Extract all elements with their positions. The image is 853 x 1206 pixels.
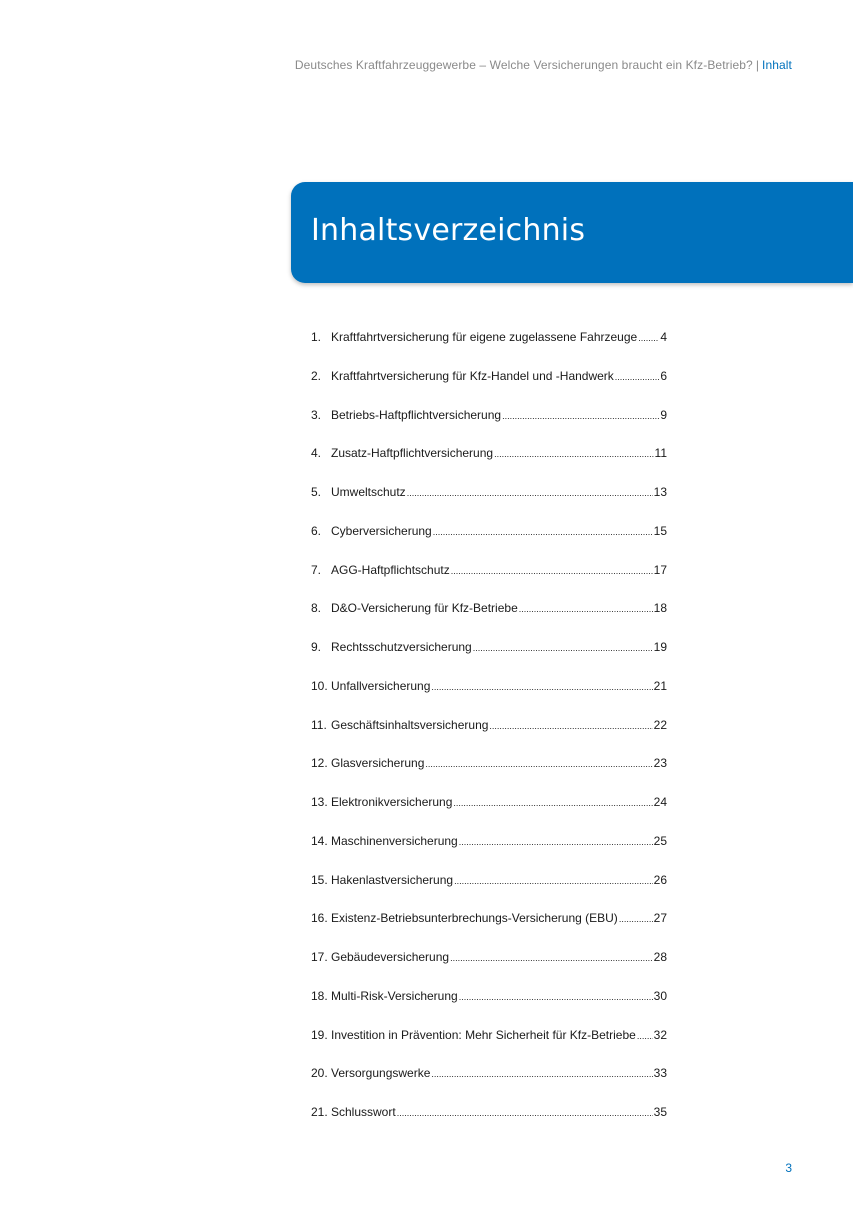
toc-dot-leader (473, 638, 653, 657)
document-title: Deutsches Kraftfahrzeuggewerbe – Welche Versicherungen braucht ein Kfz-Betrieb? (294, 58, 753, 72)
toc-entry-label: Maschinenversicherung (331, 833, 458, 848)
toc-entry[interactable] (311, 522, 667, 561)
toc-dot-leader (433, 522, 653, 541)
table-of-contents (311, 328, 667, 1142)
toc-entry[interactable] (311, 909, 667, 948)
toc-dot-leader (502, 406, 659, 425)
toc-dot-leader (637, 1026, 653, 1045)
toc-dot-leader (451, 561, 653, 580)
toc-entry-number: 1. (311, 330, 322, 344)
toc-entry[interactable] (311, 599, 667, 638)
toc-dot-leader (519, 599, 653, 618)
toc-entry-page: 33 (653, 1066, 667, 1081)
toc-dot-leader (453, 793, 652, 812)
toc-entry-label: Betriebs-Haftpflichtversicherung (331, 407, 502, 422)
toc-entry-label: Cyberversicherung (331, 523, 432, 538)
toc-entry-page: 6 (660, 368, 667, 383)
toc-entry-page: 25 (653, 833, 667, 848)
toc-entry-label: Rechtsschutzversicherung (331, 640, 472, 654)
toc-entry-page: 9 (660, 407, 667, 422)
toc-entry-label: Schlusswort (331, 1105, 396, 1119)
page-number: 3 (785, 1161, 792, 1175)
toc-entry-page: 27 (653, 911, 667, 926)
toc-entry-page: 19 (653, 640, 667, 654)
toc-entry-number: 5. (311, 485, 322, 499)
running-header (295, 58, 792, 72)
toc-entry-label: Hakenlastversicherung (331, 872, 454, 887)
toc-entry-number: 7. (311, 562, 322, 577)
toc-entry-label: Multi-Risk-Versicherung (331, 988, 458, 1003)
toc-entry-label: Glasversicherung (331, 756, 425, 771)
toc-entry-page: 15 (653, 523, 667, 538)
toc-entry-page: 26 (653, 872, 667, 887)
toc-entry-label: Gebäudeversicherung (331, 950, 450, 964)
toc-entry-label: AGG-Haftpflichtschutz (331, 562, 450, 577)
toc-entry-label: Versorgungswerke (331, 1066, 431, 1081)
page-title: Inhaltsverzeichnis (311, 213, 586, 248)
toc-entry[interactable] (311, 948, 667, 987)
toc-entry-number: 11. (311, 717, 327, 732)
toc-entry[interactable] (311, 483, 667, 522)
toc-entry-number: 14. (311, 833, 328, 848)
toc-entry[interactable] (311, 1026, 667, 1065)
toc-entry[interactable] (311, 638, 667, 677)
toc-dot-leader (459, 832, 653, 851)
toc-dot-leader (619, 909, 653, 928)
toc-dot-leader (431, 677, 652, 696)
toc-entry-page: 28 (653, 950, 667, 964)
toc-entry-page: 22 (653, 717, 667, 732)
toc-entry-number: 13. (311, 795, 328, 809)
toc-entry-number: 21. (311, 1105, 328, 1119)
toc-entry-page: 13 (653, 485, 667, 499)
toc-entry-number: 16. (311, 911, 328, 926)
toc-entry-label: Umweltschutz (331, 485, 406, 499)
toc-entry[interactable] (311, 677, 667, 716)
toc-entry-page: 30 (653, 988, 667, 1003)
toc-entry-number: 10. (311, 678, 328, 693)
header-separator: | (755, 58, 760, 72)
toc-entry-number: 8. (311, 601, 322, 616)
toc-entry-page: 23 (653, 756, 667, 771)
toc-entry-number: 4. (311, 446, 322, 461)
section-name: Inhalt (762, 58, 792, 72)
title-banner (291, 182, 853, 283)
toc-dot-leader (638, 328, 659, 347)
toc-dot-leader (397, 1103, 653, 1122)
toc-entry-number: 20. (311, 1066, 328, 1081)
toc-entry-label: Investition in Prävention: Mehr Sicherheit für Kfz-Betriebe (331, 1027, 636, 1042)
toc-entry[interactable] (311, 871, 667, 910)
toc-entry[interactable] (311, 1064, 667, 1103)
toc-entry-page: 24 (653, 795, 667, 809)
toc-entry[interactable] (311, 793, 667, 832)
toc-entry-number: 19. (311, 1027, 328, 1042)
toc-entry-number: 15. (311, 872, 328, 887)
toc-dot-leader (615, 367, 660, 386)
toc-entry[interactable] (311, 406, 667, 445)
toc-entry-page: 17 (653, 562, 667, 577)
toc-entry-page: 11 (654, 446, 667, 461)
toc-entry-label: Zusatz-Haftpflichtversicherung (331, 446, 494, 461)
toc-entry[interactable] (311, 716, 667, 755)
toc-entry-label: Kraftfahrtversicherung für Kfz-Handel und -Handwerk (331, 368, 614, 383)
toc-entry-page: 32 (653, 1027, 667, 1042)
toc-entry[interactable] (311, 367, 667, 406)
toc-entry[interactable] (311, 561, 667, 600)
toc-entry[interactable] (311, 987, 667, 1026)
toc-entry-label: D&O-Versicherung für Kfz-Betriebe (331, 601, 518, 616)
toc-entry-label: Unfallversicherung (331, 678, 431, 693)
toc-dot-leader (407, 483, 653, 502)
toc-entry-label: Existenz-Betriebsunterbrechungs-Versicherung (EBU) (331, 911, 618, 926)
toc-entry[interactable] (311, 1103, 667, 1142)
toc-dot-leader (459, 987, 653, 1006)
toc-entry-page: 4 (660, 330, 667, 344)
toc-dot-leader (489, 716, 652, 735)
toc-entry-label: Geschäftsinhaltsversicherung (331, 717, 489, 732)
toc-dot-leader (425, 754, 652, 773)
toc-entry[interactable] (311, 754, 667, 793)
toc-entry-page: 21 (653, 678, 667, 693)
toc-dot-leader (494, 444, 653, 463)
toc-entry-label: Kraftfahrtversicherung für eigene zugelassene Fahrzeuge (331, 330, 638, 344)
toc-entry-number: 9. (311, 640, 322, 654)
toc-entry[interactable] (311, 444, 667, 483)
toc-entry-number: 3. (311, 407, 322, 422)
toc-entry-number: 12. (311, 756, 328, 771)
toc-entry-page: 35 (653, 1105, 667, 1119)
toc-dot-leader (454, 871, 653, 890)
toc-entry[interactable] (311, 328, 667, 367)
toc-dot-leader (450, 948, 653, 967)
toc-entry-number: 17. (311, 950, 328, 964)
toc-entry-number: 6. (311, 523, 322, 538)
toc-entry[interactable] (311, 832, 667, 871)
toc-entry-label: Elektronikversicherung (331, 795, 453, 809)
toc-entry-number: 18. (311, 988, 328, 1003)
toc-dot-leader (431, 1064, 652, 1083)
toc-entry-page: 18 (653, 601, 667, 616)
toc-entry-number: 2. (311, 368, 322, 383)
